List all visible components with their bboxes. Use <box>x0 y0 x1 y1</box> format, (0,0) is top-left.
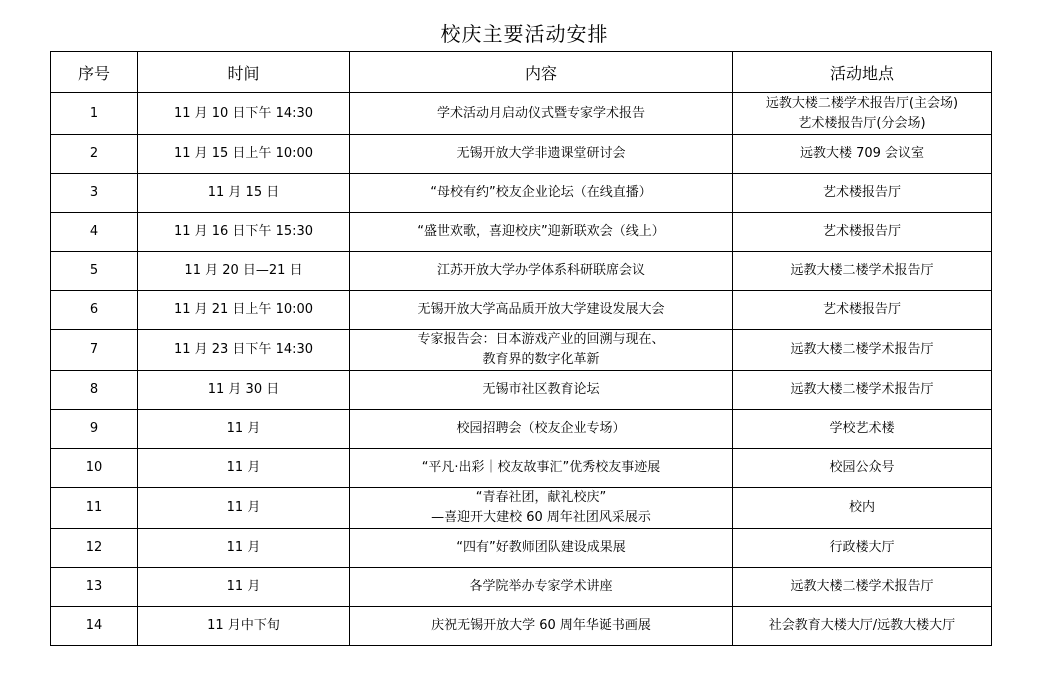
location-line: 校园公众号 <box>829 460 895 475</box>
content-line: 各学院举办专家学术讲座 <box>469 579 613 594</box>
table-row <box>51 449 992 488</box>
cell-content <box>350 291 733 330</box>
table-row <box>51 371 992 410</box>
cell-number: 9 <box>51 410 138 449</box>
location-line: 远教大楼二楼学术报告厅(主会场) <box>765 95 959 111</box>
cell-number: 8 <box>51 371 138 410</box>
cell-number: 2 <box>51 135 138 174</box>
cell-number: 1 <box>51 93 138 135</box>
cell-time: 11 月 20 日—21 日 <box>138 252 350 291</box>
cell-time: 11 月 <box>138 410 350 449</box>
cell-number: 10 <box>51 449 138 488</box>
cell-location <box>733 174 992 213</box>
cell-number: 11 <box>51 488 138 529</box>
cell-time: 11 月 <box>138 449 350 488</box>
cell-time: 11 月 15 日上午 10:00 <box>138 135 350 174</box>
location-line: 远教大楼二楼学术报告厅 <box>790 579 934 594</box>
location-line: 行政楼大厅 <box>829 540 895 555</box>
cell-number: 13 <box>51 568 138 607</box>
cell-content <box>350 371 733 410</box>
header-number: 序号 <box>51 52 138 93</box>
cell-content <box>350 529 733 568</box>
content-line: 庆祝无锡开放大学 60 周年华诞书画展 <box>431 618 651 633</box>
cell-time: 11 月 30 日 <box>138 371 350 410</box>
cell-location <box>733 252 992 291</box>
table-row <box>51 330 992 371</box>
cell-content <box>350 488 733 529</box>
cell-number: 7 <box>51 330 138 371</box>
cell-location <box>733 330 992 371</box>
table-row <box>51 529 992 568</box>
content-line: “四有”好教师团队建设成果展 <box>456 540 626 555</box>
cell-time: 11 月 16 日下午 15:30 <box>138 213 350 252</box>
cell-location <box>733 529 992 568</box>
cell-content <box>350 135 733 174</box>
table-row <box>51 252 992 291</box>
content-line: —喜迎开大建校 60 周年社团风采展示 <box>431 510 651 525</box>
cell-number: 5 <box>51 252 138 291</box>
location-line: 艺术楼报告厅 <box>822 302 901 317</box>
content-line: 无锡市社区教育论坛 <box>482 382 600 397</box>
cell-content <box>350 410 733 449</box>
cell-location <box>733 93 992 135</box>
document-title: 校庆主要活动安排 <box>440 22 609 46</box>
location-line: 远教大楼二楼学术报告厅 <box>790 263 934 278</box>
cell-time: 11 月中下旬 <box>138 607 350 646</box>
content-line: 江苏开放大学办学体系科研联席会议 <box>436 263 645 278</box>
cell-content <box>350 93 733 135</box>
header-location: 活动地点 <box>733 52 992 93</box>
table-row <box>51 174 992 213</box>
cell-location <box>733 410 992 449</box>
header-content: 内容 <box>350 52 733 93</box>
content-line: “母校有约”校友企业论坛（在线直播） <box>430 185 652 200</box>
cell-time: 11 月 15 日 <box>138 174 350 213</box>
table-header-row <box>51 52 992 93</box>
table-row <box>51 213 992 252</box>
content-line: 无锡开放大学高品质开放大学建设发展大会 <box>417 302 665 317</box>
cell-location <box>733 607 992 646</box>
cell-location <box>733 568 992 607</box>
table-row <box>51 93 992 135</box>
content-line: 无锡开放大学非遗课堂研讨会 <box>456 146 626 161</box>
cell-time: 11 月 <box>138 529 350 568</box>
location-line: 社会教育大楼大厅/远教大楼大厅 <box>768 618 956 633</box>
cell-location <box>733 488 992 529</box>
cell-location <box>733 449 992 488</box>
location-line: 远教大楼 709 会议室 <box>799 146 925 161</box>
cell-content <box>350 330 733 371</box>
cell-location <box>733 135 992 174</box>
cell-time: 11 月 <box>138 568 350 607</box>
location-line: 远教大楼二楼学术报告厅 <box>790 382 934 397</box>
content-line: “平凡·出彩｜校友故事汇”优秀校友事迹展 <box>421 460 661 475</box>
table-row <box>51 291 992 330</box>
cell-content <box>350 213 733 252</box>
content-line: 专家报告会：日本游戏产业的回溯与现在、 <box>417 332 665 347</box>
cell-content <box>350 607 733 646</box>
content-line: 校园招聘会（校友企业专场） <box>456 421 626 436</box>
cell-content <box>350 252 733 291</box>
activity-schedule-table <box>50 51 992 646</box>
table-row <box>51 488 992 529</box>
content-line: “青春社团，献礼校庆” <box>475 490 607 505</box>
cell-time: 11 月 <box>138 488 350 529</box>
location-line: 艺术楼报告厅(分会场) <box>798 115 926 131</box>
cell-location <box>733 371 992 410</box>
cell-number: 6 <box>51 291 138 330</box>
content-line: “盛世欢歌，喜迎校庆”迎新联欢会（线上） <box>417 224 665 239</box>
location-line: 远教大楼二楼学术报告厅 <box>790 342 934 357</box>
table-row <box>51 135 992 174</box>
table-body <box>51 93 992 646</box>
cell-location <box>733 291 992 330</box>
cell-number: 3 <box>51 174 138 213</box>
cell-time: 11 月 21 日上午 10:00 <box>138 291 350 330</box>
cell-time: 11 月 23 日下午 14:30 <box>138 330 350 371</box>
location-line: 学校艺术楼 <box>829 421 895 436</box>
cell-number: 14 <box>51 607 138 646</box>
content-line: 教育界的数字化革新 <box>482 352 600 367</box>
cell-time: 11 月 10 日下午 14:30 <box>138 93 350 135</box>
table-row <box>51 568 992 607</box>
cell-content <box>350 568 733 607</box>
cell-content <box>350 174 733 213</box>
location-line: 校内 <box>848 500 875 515</box>
content-line: 学术活动月启动仪式暨专家学术报告 <box>436 105 645 121</box>
cell-location <box>733 213 992 252</box>
cell-number: 12 <box>51 529 138 568</box>
cell-content <box>350 449 733 488</box>
location-line: 艺术楼报告厅 <box>822 224 901 239</box>
table-row <box>51 607 992 646</box>
header-time: 时间 <box>138 52 350 93</box>
location-line: 艺术楼报告厅 <box>822 185 901 200</box>
cell-number: 4 <box>51 213 138 252</box>
table-row <box>51 410 992 449</box>
